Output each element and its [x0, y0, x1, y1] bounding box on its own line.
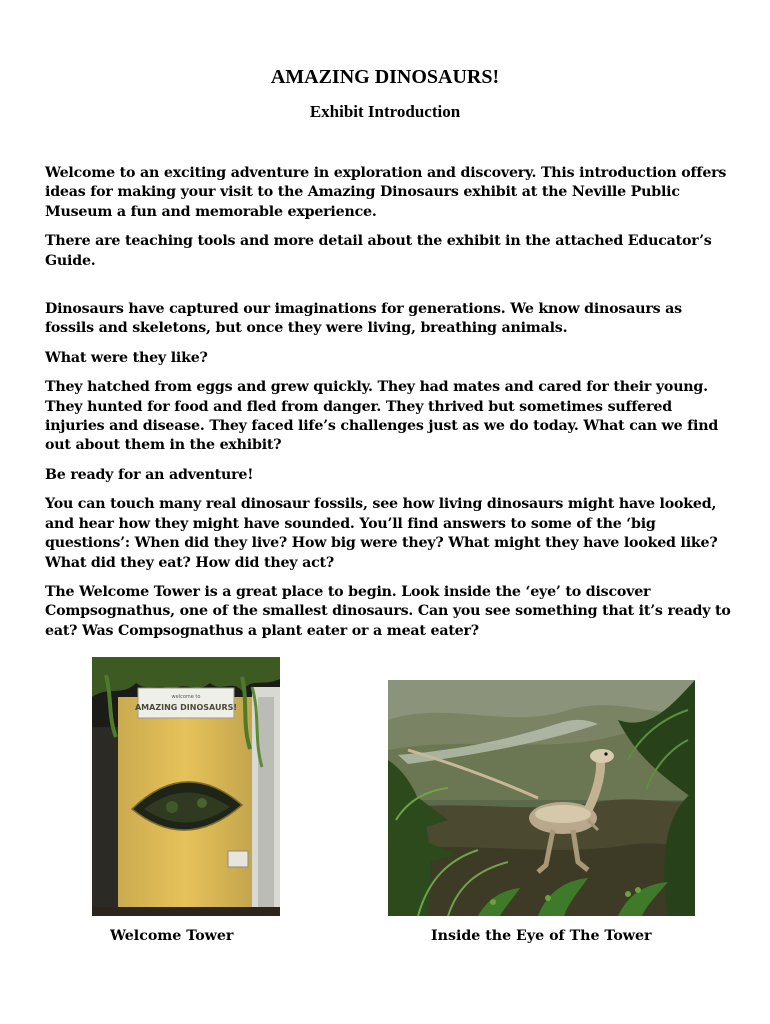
svg-text:welcome to: welcome to — [171, 694, 201, 700]
paragraph-educators-guide: There are teaching tools and more detail about the exhibit in the attached Educator’s Guide. — [45, 233, 712, 269]
document-subtitle: Exhibit Introduction — [309, 102, 461, 121]
paragraph-question: What were they like? — [45, 349, 208, 366]
paragraph-touch-fossils: You can touch many real dinosaur fossils, see how living dinosaurs might have looked, and hear how they might have sounded. You’ll find answers to some of the ‘big questions’: When did they live? How big were they? What might they have looked like? What did they eat? How did they act? — [45, 496, 718, 571]
paragraph-welcome-tower: The Welcome Tower is a great place to begin. Look inside the ‘eye’ to discover Compsognathus, one of the smallest dinosaurs. Can you see something that it’s ready to eat? Was Compsognathus a plant eater or a meat eater? — [45, 583, 731, 639]
paragraph-welcome: Welcome to an exciting adventure in exploration and discovery. This introduction offers ideas for making your visit to the Amazing Dinosaurs exhibit at the Neville Public Museum a fun and memorable experience. — [45, 165, 727, 220]
tower-sign-text: AMAZING DINOSAURS! — [134, 703, 238, 712]
document-title: AMAZING DINOSAURS! — [270, 66, 500, 88]
document-body — [45, 164, 735, 651]
welcome-tower-photo — [92, 657, 280, 916]
caption-welcome-tower: Welcome Tower — [110, 928, 234, 944]
paragraph-be-ready: Be ready for an adventure! — [45, 466, 254, 483]
caption-inside-eye: Inside the Eye of The Tower — [431, 928, 652, 944]
paragraph-hatched: They hatched from eggs and grew quickly. They had mates and cared for their young. They hunted for food and fled from danger. They thrived but sometimes suffered injuries and disease. They faced life’s challenges just as we do today. What can we find out about them in the exhibit? — [45, 379, 719, 454]
paragraph-imaginations: Dinosaurs have captured our imaginations for generations. We know dinosaurs as fossils and skeletons, but once they were living, breathing animals. — [45, 301, 682, 337]
compsognathus-diorama-photo — [388, 680, 695, 916]
